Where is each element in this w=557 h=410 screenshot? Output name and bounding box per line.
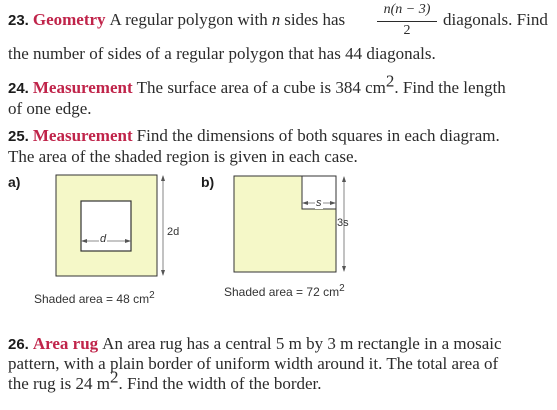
problem-topic: Measurement	[32, 78, 133, 97]
problem-text: the rug is 24 m	[8, 374, 110, 393]
problem-23-line-1	[8, 10, 345, 30]
problem-26-line-2: pattern, with a plain border of uniform width around it. The total area of	[8, 354, 499, 373]
problem-24-line-1	[8, 71, 506, 98]
problem-number: 23.	[8, 12, 29, 29]
diagram-a	[28, 172, 208, 282]
label-3s: 3s	[337, 217, 349, 229]
problem-topic: Geometry	[32, 10, 106, 29]
caption-text: Shaded area = 48 cm	[34, 292, 150, 306]
problem-text: The surface area of a cube is 384 cm	[136, 78, 386, 97]
caption-superscript: 2	[149, 290, 155, 301]
label-s: s	[316, 197, 322, 209]
superscript: 2	[110, 367, 119, 387]
arrow-head-down	[161, 270, 165, 276]
problem-text: . Find the length	[394, 78, 506, 97]
problem-text: A regular polygon with	[109, 10, 268, 29]
caption-superscript: 2	[339, 283, 345, 294]
problem-text: . Find the width of the border.	[118, 374, 322, 393]
problem-26-line-3	[8, 367, 322, 394]
problem-text: Find the dimensions of both squares in each diagram.	[136, 126, 500, 145]
arrow-head-up	[161, 175, 165, 181]
label-2d: 2d	[167, 226, 180, 238]
problem-25-line-2: The area of the shaded region is given in each case.	[8, 147, 358, 166]
problem-24-line-2: of one edge.	[8, 99, 92, 118]
part-a-label: a)	[8, 174, 21, 190]
fraction-denominator: 2	[403, 23, 411, 38]
superscript: 2	[385, 71, 395, 91]
problem-number: 24.	[8, 80, 29, 97]
problem-text: An area rug has a central 5 m by 3 m rectangle in a mosaic	[102, 334, 502, 353]
fraction-numerator: n(n − 3)	[383, 2, 431, 17]
label-d: d	[100, 233, 107, 245]
problem-topic: Measurement	[32, 126, 133, 145]
problem-23-line-2: the number of sides of a regular polygon that has 44 diagonals.	[8, 44, 436, 63]
problem-text: diagonals. Find	[443, 10, 548, 29]
problem-topic: Area rug	[32, 334, 99, 353]
problem-number: 25.	[8, 128, 29, 145]
caption-text: Shaded area = 72 cm	[224, 285, 340, 299]
variable-n: n	[271, 10, 281, 29]
arrow-head-down	[342, 266, 346, 272]
fraction-diagonals	[377, 2, 437, 40]
problem-25-line-1	[8, 126, 500, 146]
problem-26-line-1	[8, 334, 502, 354]
caption-a	[34, 292, 155, 306]
arrow-head-up	[342, 176, 346, 182]
fraction-bar	[377, 21, 437, 22]
caption-b	[224, 285, 345, 299]
problem-text: sides has	[284, 10, 346, 29]
problem-number: 26.	[8, 336, 29, 353]
part-b-label: b)	[201, 174, 215, 190]
